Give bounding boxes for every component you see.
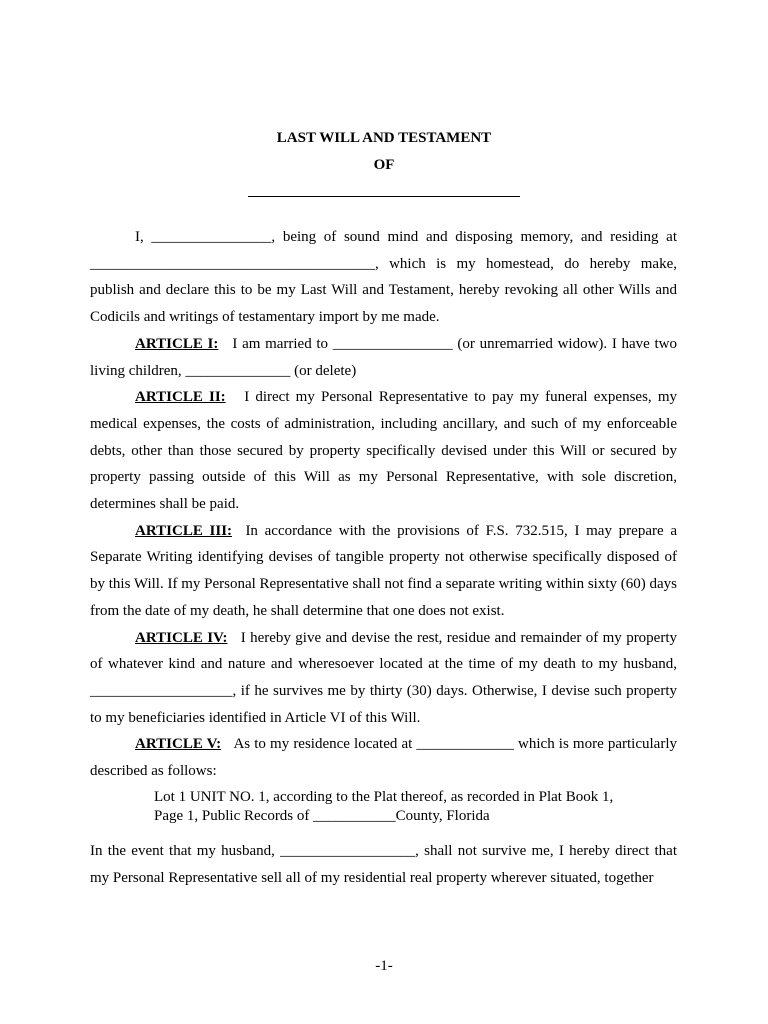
document-title-of: OF <box>373 157 395 173</box>
continuation-block <box>90 838 677 892</box>
article-1-text: I am married to ________________ (or unremarried widow). I have two living children, ______________ (or delete) <box>90 335 677 379</box>
article-4-paragraph <box>90 625 677 732</box>
article-4-text: I hereby give and devise the rest, residue and remainder of my property of whatever kind and nature and wheresoever located at the time of my death to my husband, ___________________, if he survives me by thirty (30) days. Otherwise, I devise such property to my beneficiaries identified in Article VI of this Will. <box>90 629 678 726</box>
article-5-paragraph <box>90 731 677 784</box>
article-5-text: As to my residence located at _____________ which is more particularly described as follows: <box>90 736 677 780</box>
legal-description-line-1: Lot 1 UNIT NO. 1, according to the Plat thereof, as recorded in Plat Book 1, <box>154 789 614 805</box>
legal-description-line-2: Page 1, Public Records of ___________County, Florida <box>154 808 490 824</box>
article-2-text: I direct my Personal Representative to pay my funeral expenses, my medical expenses, the costs of administration, including ancillary, and such of my enforceable debts, other than those secured by property specifically devised under this Will or secured by property passing outside of this Will as my Personal Representative, with sole discretion, determines shall be paid. <box>90 389 677 513</box>
legal-description <box>154 788 674 826</box>
article-3-paragraph <box>90 518 677 625</box>
article-3-heading: ARTICLE III: <box>135 522 233 539</box>
article-2-paragraph <box>90 384 677 518</box>
continuation-paragraph: In the event that my husband, __________________, shall not survive me, I hereby direct that my Personal Representative sell all of my residential real property wherever situated, together <box>90 843 677 886</box>
article-3-text: In accordance with the provisions of F.S. 732.515, I may prepare a Separate Writing identifying devises of tangible property not otherwise specifically disposed of by this Will. If my Personal Representative shall not find a separate writing within sixty (60) days from the date of my death, he shall determine that one does not exist. <box>90 522 677 619</box>
page-number: -1- <box>375 958 393 974</box>
will-body <box>90 224 677 785</box>
article-5-heading: ARTICLE V: <box>135 736 222 753</box>
article-2-heading: ARTICLE II: <box>135 389 226 406</box>
testator-name-line <box>248 196 520 197</box>
intro-paragraph: I, ________________, being of sound mind and disposing memory, and residing at ______________________________________, which is my homestead, do hereby make, publish and declare this to be my Last Will and Testament, hereby revoking all other Wills and Codicils and writings of testamentary import by me made. <box>90 229 677 326</box>
article-4-heading: ARTICLE IV: <box>135 629 228 646</box>
document-title: LAST WILL AND TESTAMENT <box>276 130 492 146</box>
article-1-paragraph <box>90 331 677 384</box>
article-1-heading: ARTICLE I: <box>135 335 219 352</box>
